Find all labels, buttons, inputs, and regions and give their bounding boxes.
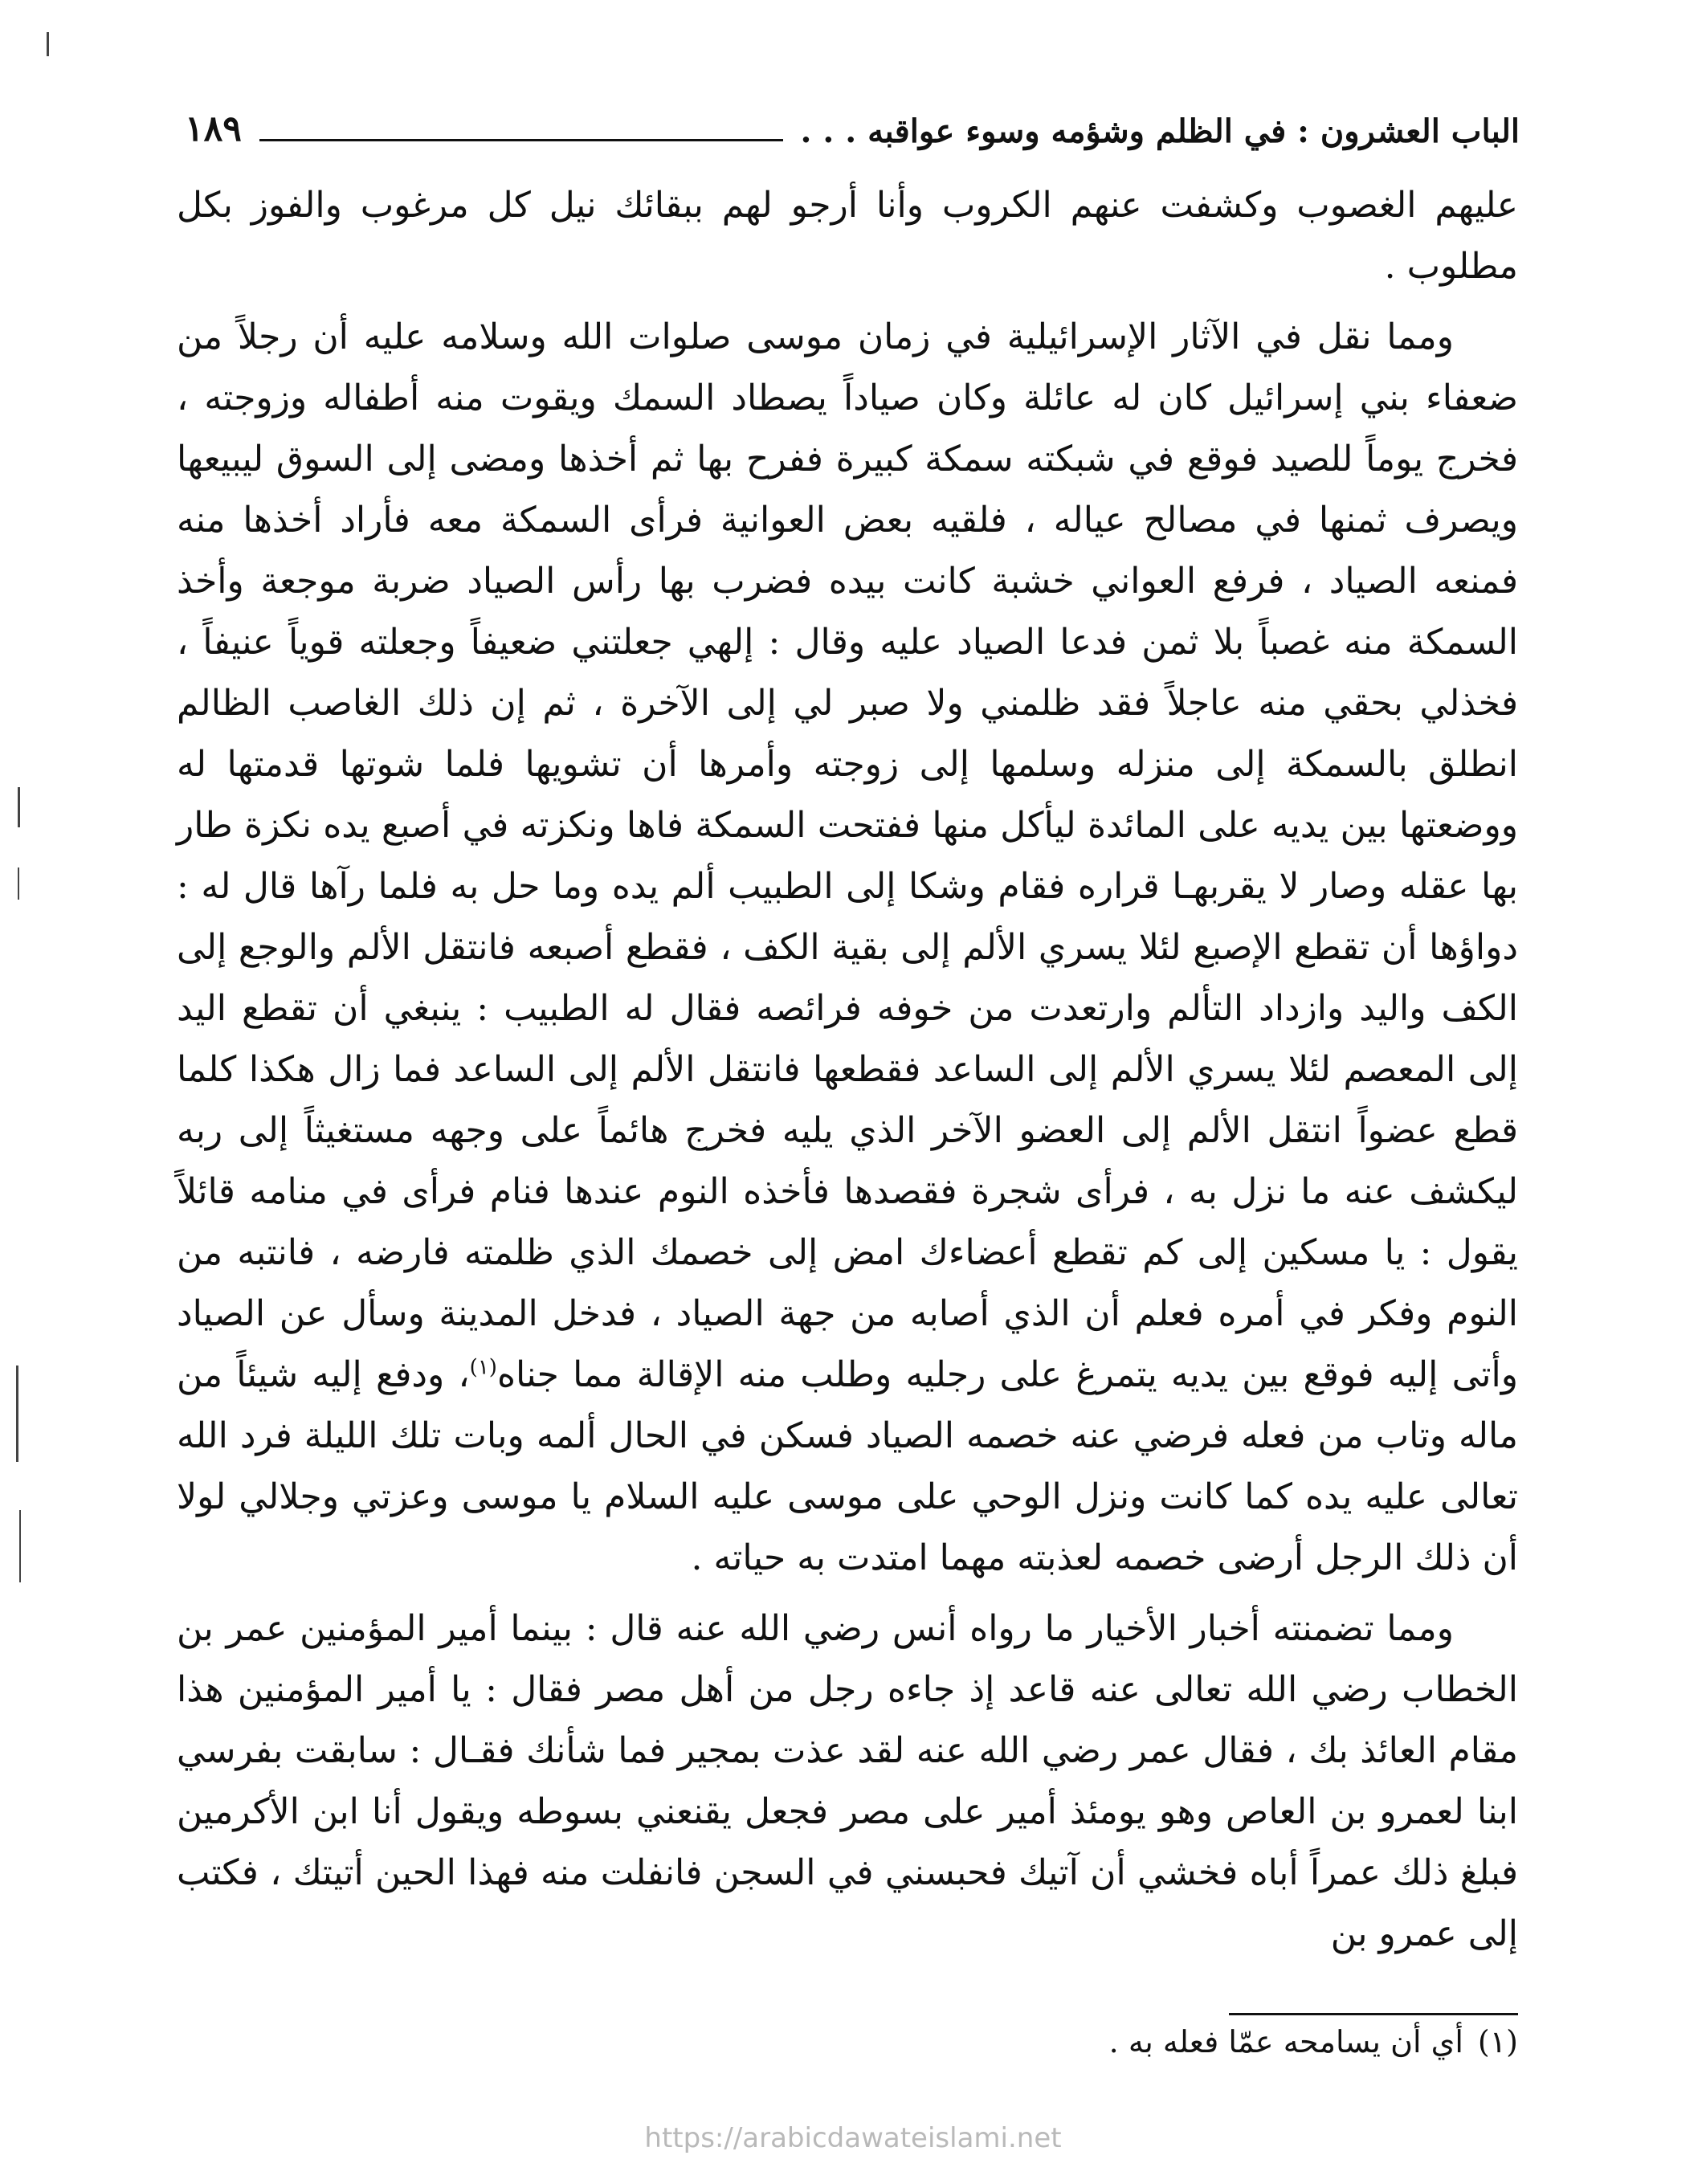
paragraph-text: ومما نقل في الآثار الإسرائيلية في زمان موسى صلوات الله وسلامه عليه أن رجلاً من ضعفاء بني إسرائيل كان له عائلة وكان صياداً يصطاد السمك ويقوت منه أطفاله وزوجته ، فخرج يوماً للصيد فوقع في شبكته سمكة كبيرة ففرح بها ثم أخذها ومضى إلى السوق ليبيعها ويصرف ثمنها في مصالح عياله ، فلقيه بعض العوانية فرأى السمكة معه فأراد أخذها منه فمنعه الصياد ، فرفع العواني خشبة كانت بيده فضرب بها رأس الصياد ضربة موجعة وأخذ السمكة منه غصباً بلا ثمن فدعا الصياد عليه وقال : إلهي جعلتني ضعيفاً وجعلته قوياً عنيفاً ، فخذلي بحقي منه عاجلاً فقد ظلمني ولا صبر لي إلى الآخرة ، ثم إن ذلك الغاصب الظالم انطلق بالسمكة إلى منزله وسلمها إلى زوجته وأمرها أن تشويها فلما شوتها قدمتها له ووضعتها بين يديه على المائدة ليأكل منها ففتحت السمكة فاها ونكزته في أصبع يده نكزة طار بها عقله وصار لا يقربهـا قراره فقام وشكا إلى الطبيب ألم يده وما حل به فلما رآها قال له : دواؤها أن تقطع الإصبع لئلا يسري الألم إلى بقية الكف ، فقطع أصبعه فانتقل الألم والوجع إلى الكف واليد وازداد التألم وارتعدت من خوفه فرائصه فقال له الطبيب : ينبغي أن تقطع اليد إلى المعصم لئلا يسري الألم إلى الساعد فقطعها فانتقل الألم إلى الساعد فما زال هكذا كلما قطع عضواً انتقل الألم إلى العضو الآخر الذي يليه فخرج هائماً على وجهه مستغيثاً إلى ربه ليكشف عنه ما نزل به ، فرأى شجرة فقصدها فأخذه النوم عندها فنام فرأى في منامه قائلاً يقول : يا مسكين إلى كم تقطع أعضاءك امض إلى خصمك الذي ظلمته فارضه ، فانتبه من النوم وفكر في أمره فعلم أن الذي أصابه من جهة الصياد ، فدخل المدينة وسأل عن الصياد وأتى إليه فوقع بين يديه يتمرغ على رجليه وطلب منه الإقالة مما جناه <box>177 316 1518 1395</box>
scan-margin-mark <box>16 1366 18 1462</box>
paragraph-continuation <box>177 175 1518 297</box>
paragraph-text: عليهم الغصوب وكشفت عنهم الكروب وأنا أرجو لهم ببقائك نيل كل مرغوب والفوز بكل مطلوب . <box>177 185 1518 287</box>
header-rule <box>259 139 783 141</box>
footnote-rule <box>1229 2013 1518 2015</box>
footnote-text: أي أن يسامحه عمّا فعله به . <box>1108 2024 1463 2059</box>
footnote <box>723 2018 1518 2066</box>
paragraph-text: ومما تضمنته أخبار الأخيار ما رواه أنس رضي الله عنه قال : بينما أمير المؤمنين عمر بن الخطاب رضي الله تعالى عنه قاعد إذ جاءه رجل من أهل مصر فقال : يا أمير المؤمنين هذا مقام العائذ بك ، فقال عمر رضي الله عنه لقد عذت بمجير فما شأنك فقـال : سابقت بفرسي ابنا لعمرو بن العاص وهو يومئذ أمير على مصر فجعل يقنعني بسوطه ويقول أنا ابن الأكرمين فبلغ ذلك عمراً أباه فخشي أن آتيك فحبسني في السجن فانفلت منه فهذا الحين أتيتك ، فكتب إلى عمرو بن <box>177 1608 1518 1954</box>
scan-margin-mark <box>19 1510 21 1582</box>
footnote-number: (١) <box>1477 2024 1518 2059</box>
footnote-reference[interactable]: (١) <box>469 1355 497 1380</box>
chapter-title: الباب العشرون : في الظلم وشؤمه وسوء عواقبه . . . <box>800 112 1520 150</box>
scan-margin-mark <box>18 867 19 900</box>
scan-margin-mark <box>18 787 20 827</box>
main-text <box>177 175 1518 1974</box>
page-number: ١٨٩ <box>185 108 242 150</box>
paragraph-fisherman-story <box>177 307 1518 1589</box>
paragraph-umar-story <box>177 1598 1518 1965</box>
scan-margin-mark <box>47 32 49 56</box>
paragraph-text: ، ودفع إليه شيئاً من ماله وتاب من فعله فرضي عنه خصمه الصياد فسكن في الحال ألمه وبات تلك الليلة فرد الله تعالى عليه يده كما كانت ونزل الوحي على موسى عليه السلام يا موسى وعزتي وجلالي لولا أن ذلك الرجل أرضى خصمه لعذبته مهما امتدت به حياته . <box>177 1354 1518 1578</box>
source-watermark: https://arabicdawateislami.net <box>644 2122 1062 2154</box>
running-header <box>185 95 1520 151</box>
